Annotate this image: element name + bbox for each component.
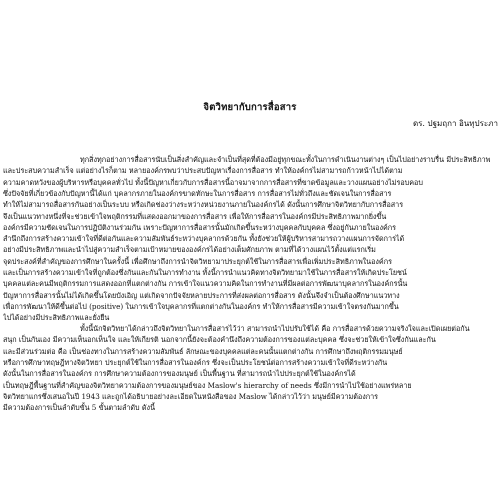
paragraph-1-line: และประสบความสำเร็จ แต่อย่างไรก็ตาม หลายองค์กรพบว่าประสบปัญหาเรื่องการสื่อสาร ทำให้องค์กรไม่สามารถก้าวหน้าไปได้ตาม: [3, 166, 403, 176]
paragraph-2-line: มีความต้องการเป็นลำดับขั้น 5 ขั้นตามลำดับ ดังนี้: [3, 403, 155, 413]
paragraph-1-line: องค์กรมีความชัดเจนในการปฏิบัติงานร่วมกัน เพราะปัญหาการสื่อสารนั้นมักเกิดขึ้นระหว่างบุคคลกับบุคคล ซึ่งอยู่กันภายในองค์กร: [3, 222, 396, 232]
paragraph-1-line: ปัญหาการสื่อสารนั้นไม่ได้เกิดขึ้นโดยบังเอิญ แต่เกิดจากปัจจัยหลายประการที่ส่งผลต่อการสื่อสาร ดังนั้นจึงจำเป็นต้องศึกษาแนวทาง: [3, 290, 400, 300]
paragraph-1-line: บุคคลแต่ละคนมีพฤติกรรมการแสดงออกที่แตกต่างกัน การเข้าใจแนวความคิดในการทำงานที่มีผลต่อการพัฒนาบุคลากรในองค์กรนั้น: [3, 279, 408, 289]
paragraph-2-line: ทั้งนี้นักจิตวิทยาได้กล่าวถึงจิตวิทยาในการสื่อสารไว้ว่า สามารถนำไปปรับใช้ได้ คือ การสื่อสารด้วยความจริงใจและเปิดเผยต่อกัน: [80, 324, 470, 333]
paragraph-2-line: สนุก เป็นกันเอง มีความเห็นอกเห็นใจ และให้เกียรติ นอกจากนี้ยังจะต้องคำนึงถึงความต้องการของแต่ละบุคคล ซึ่งจะช่วยให้เข้าใจซึ่งกันและกัน: [3, 335, 436, 345]
document-title: จิตวิทยากับการสื่อสาร: [203, 102, 297, 113]
paragraph-2-line: จิตวิทยาแกรซึ่งเสนอในปี 1943 และถูกได้อธิบายอย่างละเอียดในหนังสือของ Maslow ได้กล่าวไว้ว่า มนุษย์มีความต้องการ: [3, 391, 378, 401]
paragraph-1-line: จุดประสงค์ที่สำคัญของการศึกษาในครั้งนี้ เพื่อศึกษาถึงการนำจิตวิทยามาประยุกต์ใช้ในการสื่อสารเพื่อเพิ่มประสิทธิภาพในองค์กร: [3, 256, 392, 266]
author-line: ดร. ปฐมฤกา อินทุประภา: [412, 119, 498, 128]
paragraph-1-line: และเป็นการสร้างความเข้าใจที่ถูกต้องซึ่งกันและกันในการทำงาน ทั้งนี้การนำแนวคิดทางจิตวิทยามาใช้ในการสื่อสารให้เกิดประโยชน์: [3, 268, 407, 277]
paragraph-2-line: และมีส่วนร่วมต่อ คือ เป็นช่องทางในการสร้างความสัมพันธ์ ลักษณะของบุคคลแต่ละคนนั้นแตกต่างกัน การศึกษาถึงพฤติกรรมมนุษย์: [3, 346, 403, 356]
paragraph-2-line: หรือการศึกษาทฤษฎีทางจิตวิทยา ประยุกต์ใช้ในการสื่อสารในองค์กร ซึ่งจะเป็นประโยชน์ต่อการสร้างความเข้าใจที่ดีระหว่างกัน: [3, 357, 388, 367]
paragraph-2-line: เป็นทฤษฎีพื้นฐานที่สำคัญของจิตวิทยาความต้องการของมนุษย์ของ Maslow's hierarchy of needs ซึ่งมีการนำไปใช้อย่างแพร่หลาย: [3, 380, 412, 390]
paragraph-1-line: ความคาดหวังของผู้บริหารหรือบุคคลทั่วไป ทั้งนี้ปัญหาเกี่ยวกับการสื่อสารนี้อาจมาจากการสื่อสารที่ขาดข้อมูลและวางแผนอย่างไม่รอบคอบ: [3, 177, 423, 187]
paragraph-1-line: สำนึกถึงการสร้างความเข้าใจที่ดีต่อกันและความสัมพันธ์ระหว่างบุคลากรด้วยกัน ทั้งยังช่วยให้ผู้บริหารสามารถวางแผนการจัดการได้: [3, 234, 405, 244]
paragraph-1-line: ทำให้ไม่สามารถสื่อสารกันอย่างเป็นระบบ หรือเกิดช่องว่างระหว่างหน่วยงานภายในองค์กรได้ ดังนั้นการศึกษาจิตวิทยากับการสื่อสาร: [3, 200, 404, 210]
paragraph-1-line: ซึ่งปัจจัยที่เกี่ยวข้องกับปัญหานี้ได้แก่ บุคลากรภายในองค์กรขาดทักษะในการสื่อสาร การสื่อสารไม่ทั่วถึงและชัดเจนในการสื่อสาร: [3, 188, 392, 198]
paragraph-1-line: อย่างมีประสิทธิภาพและนำไปสู่ความสำเร็จตามเป้าหมายขององค์กรได้อย่างเต็มศักยภาพ ตามที่ได้วางแผนไว้ตั้งแต่แรกเริ่ม: [3, 245, 376, 255]
paragraph-2-line: ดังนั้นในการสื่อสารในองค์กร การศึกษาความต้องการของมนุษย์ เป็นพื้นฐาน ที่สามารถนำไปประยุกต์ใช้ในองค์กรได้: [3, 369, 356, 379]
paragraph-1-line: เพื่อการพัฒนาให้ดีขึ้นต่อไป (positive) ในการเข้าใจบุคลากรที่แตกต่างกันในองค์กร ทำให้การสื่อสารมีความเข้าใจตรงกันมากขึ้น: [3, 301, 399, 311]
paragraph-1-line: ไปได้อย่างมีประสิทธิภาพและยั่งยืน: [3, 313, 110, 323]
paragraph-1-line: ทุกสิ่งทุกอย่างการสื่อสารนับเป็นสิ่งสำคัญและจำเป็นที่สุดที่ต้องมีอยู่ทุกขณะทั้งในการดำเนินงานต่างๆ เป็นไปอย่างราบรื่น มีประสิทธิภาพ: [80, 155, 491, 164]
paragraph-1-line: จึงเป็นแนวทางหนึ่งที่จะช่วยเข้าใจพฤติกรรมที่แสดงออกมาของการสื่อสาร เพื่อให้การสื่อสารในองค์กรมีประสิทธิภาพมากยิ่งขึ้น: [3, 211, 387, 221]
